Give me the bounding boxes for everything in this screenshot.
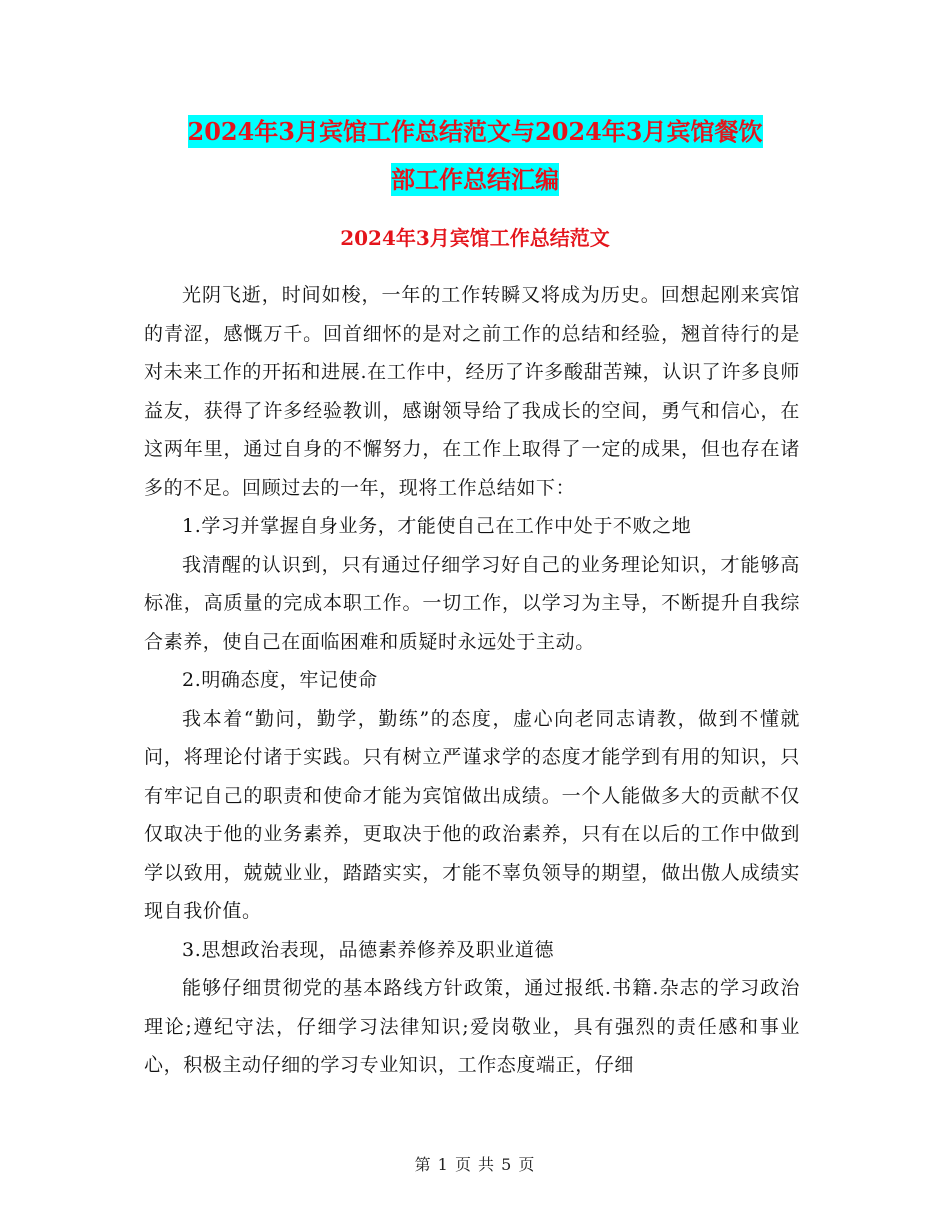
paragraph-1: 我清醒的认识到，只有通过仔细学习好自己的业务理论知识，才能够高标准，高质量的完成本职工作。一切工作，以学习为主导，不断提升自我综合素养，使自己在面临困难和质疑时永远处于主动。: [144, 553, 800, 653]
page-number: 第 1 页 共 5 页: [414, 1155, 536, 1174]
paragraph-heading-1: 1.学习并掌握自身业务，才能使自己在工作中处于不败之地: [182, 515, 692, 537]
section-title: 2024年3月宾馆工作总结范文: [340, 226, 610, 250]
page-footer: [0, 1152, 950, 1175]
document-title: [150, 108, 800, 204]
document-body: [144, 276, 800, 1085]
paragraph-3: 能够仔细贯彻党的基本路线方针政策，通过报纸.书籍.杂志的学习政治理论;遵纪守法，仔细学习法律知识;爱岗敬业，具有强烈的责任感和事业心，积极主动仔细的学习专业知识，工作态度端正，仔细: [144, 977, 800, 1076]
document-title-line-2: 部工作总结汇编: [391, 165, 559, 194]
paragraph-intro: 光阴飞逝，时间如梭，一年的工作转瞬又将成为历史。回想起刚来宾馆的青涩，感慨万千。回首细怀的是对之前工作的总结和经验，翘首待行的是对未来工作的开拓和进展.在工作中，经历了许多酸甜苦辣，认识了许多良师益友，获得了许多经验教训，感谢领导给了我成长的空间，勇气和信心，在这两年里，通过自身的不懈努力，在工作上取得了一定的成果，但也存在诸多的不足。回顾过去的一年，现将工作总结如下：: [144, 284, 800, 499]
document-title-line-1: 2024年3月宾馆工作总结范文与2024年3月宾馆餐饮: [187, 117, 763, 146]
paragraph-heading-2: 2.明确态度，牢记使命: [182, 669, 378, 691]
paragraph-heading-3: 3.思想政治表现，品德素养修养及职业道德: [182, 938, 555, 961]
paragraph-2: 我本着“勤问，勤学，勤练”的态度，虚心向老同志请教，做到不懂就问，将理论付诸于实践。只有树立严谨求学的态度才能学到有用的知识，只有牢记自己的职责和使命才能为宾馆做出成绩。一个人能做多大的贡献不仅仅取决于他的业务素养，更取决于他的政治素养，只有在以后的工作中做到学以致用，兢兢业业，踏踏实实，才能不辜负领导的期望，做出傲人成绩实现自我价值。: [144, 707, 800, 922]
